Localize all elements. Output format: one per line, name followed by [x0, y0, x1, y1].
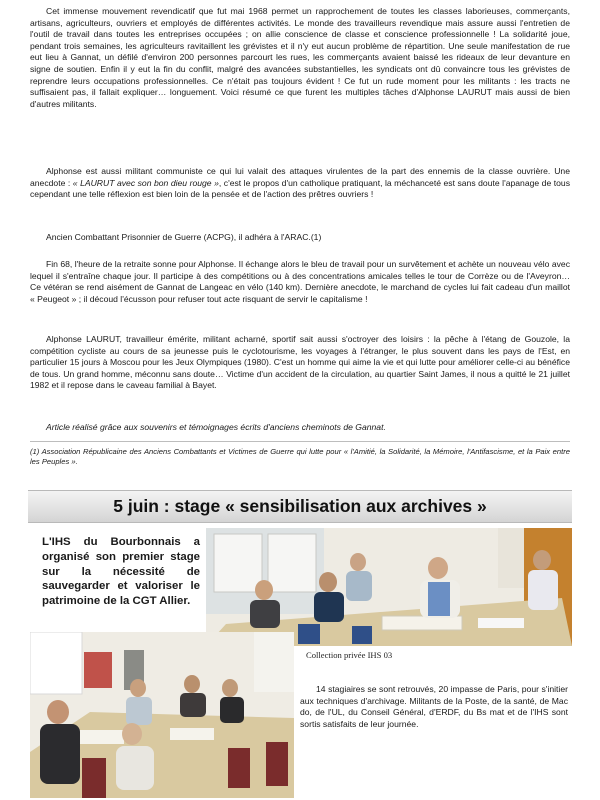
article-paragraph-4: Fin 68, l'heure de la retraite sonne pour Alphonse. Il échange alors le bleu de travail pour un survêtement et achète un nouveau vélo avec lequel il s'entraîne chaque jour. Il participe à des compétitions ou à des concentrations amicales telles le tour de Corrèze ou de l'Aveyron… Ce vétéran se rend aisément de Gannat de Langeac en vélo (140 km). Dernière anecdote, le marchand de cycles lui fait cadeau d'un maillot « Peugeot » ; il découd l'écusson pour refuser tout acte risquant de servir le capitalisme !	[30, 259, 570, 304]
paragraph-2-end: , c'est le propos d'un catholique pratiquant, la méchanceté est sans doute l'apanage de tous cependant une telle réflexion est bien loin de la pensée et de l'action des prêtres ouvriers !	[30, 177, 570, 200]
article-credit: Article réalisé grâce aux souvenirs et témoignages écrits d'anciens cheminots de Gannat.	[46, 422, 386, 432]
section-lead: L'IHS du Bourbonnais a organisé son premier stage sur la nécessité de sauvegarder et valoriser le patrimoine de la CGT Allier.	[42, 536, 200, 608]
stage-photo-1-illustration	[206, 528, 572, 646]
section-body: 14 stagiaires se sont retrouvés, 20 impasse de Paris, pour s'initier aux techniques d'archivage. Militants de la Poste, de la santé, de Mac do, de l'UL, du Conseil Général, d'ERDF, du Bs mat et de l'IHS sont sortis satisfaits de leur journée.	[300, 684, 568, 729]
article-paragraph-3: Ancien Combattant Prisonnier de Guerre (ACPG), il adhéra à l'ARAC.(1)	[46, 232, 322, 242]
photo-caption: Collection privée IHS 03	[306, 650, 393, 660]
section-title: 5 juin : stage « sensibilisation aux archives »	[113, 496, 487, 516]
paragraph-2-start: Alphonse est aussi militant communiste ce qui lui valait des attaques virulentes de la part des ennemis de la classe ouvrière. Une anecdote :	[30, 166, 570, 188]
footnote-divider	[30, 441, 570, 442]
article-paragraph-2	[30, 166, 570, 201]
article-paragraph-5: Alphonse LAURUT, travailleur émérite, militant acharné, sportif sait aussi s'octroyer des loisirs : la pêche à l'étang de Gouzole, la compétition cycliste au cours de sa jeunesse puis le cyclotourisme, les voyages à l'étranger, le plus souvent dans les pays de l'Est, en particulier 15 jours à Moscou pour les Jeux Olympiques (1980). C'est un homme qui aime la vie et qui lutte pour améliorer celle-ci au bénéfice de tous. Un grand homme, méconnu sans doute… Victime d'un accident de la circulation, au quartier Saint James, il nous a quitté le 21 juillet 1982 et il repose dans le caveau familial à Bayet.	[30, 334, 570, 391]
section-banner	[28, 490, 572, 523]
stage-photo-1	[206, 528, 572, 646]
stage-photo-2	[30, 632, 294, 798]
paragraph-2-quote: « LAURUT avec son bon dieu rouge »	[72, 177, 219, 188]
article-paragraph-1: Cet immense mouvement revendicatif que fut mai 1968 permet un rapprochement de toutes les classes laborieuses, commerçants, artisans, agriculteurs, ouvriers et employés de différentes activités. Le monde des travailleurs revendique mais assure aussi l'entretien de l'outil de travail dans toutes les entreprises occupées ; on allie conscience de classe et conscience professionnelle ! La solidarité joue, pendant trois semaines, les agriculteurs ravitaillent les grévistes et il n'y eut aucun problème de répartition. Une seule manifestation de rue eut lieu à Gannat, un défilé d'environ 200 personnes parcourt les rues, les commerçants avaient baissé les rideaux de leur devanture en signe de soutien. Enfin il y eut la fin du conflit, malgré des avancées substantielles, les syndicats ont dû convaincre tous les grévistes de reprendre leurs occupations professionnelles. Ce n'était pas toujours évident ! Ce fut un rude moment pour les militants : les tracts ne suffisaient pas, il fallait expliquer… longuement. Voici résumé ce que furent les multiples tâches d'Alphonse LAURUT mais aussi de bien d'autres militants.	[30, 6, 570, 109]
stage-photo-2-illustration	[30, 632, 294, 798]
article-footnote: (1) Association Républicaine des Anciens Combattants et Victimes de Guerre qui lutte pour « l'Amitié, la Solidarité, la Mémoire, l'Antifascisme, et la Paix entre les Peuples ».	[30, 447, 570, 467]
